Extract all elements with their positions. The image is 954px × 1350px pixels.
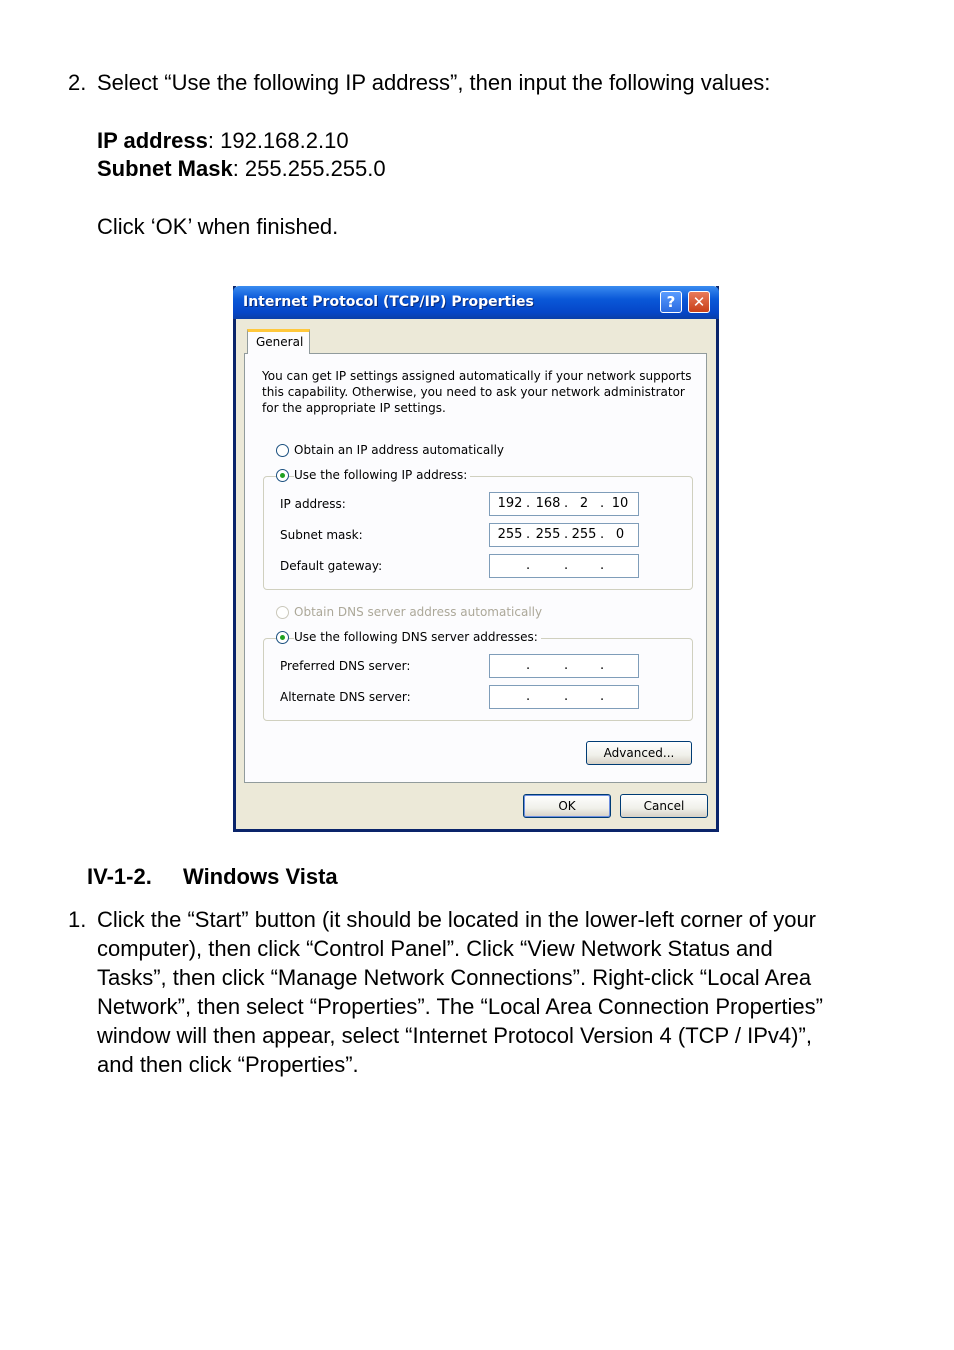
mask-octet-4: 0 [615,527,625,542]
obtain-ip-label: Obtain an IP address automatically [294,443,507,457]
mask-dot-1: . [526,527,531,542]
adns-dot-2: . [564,689,569,704]
ip-octet-3: 2 [579,496,589,511]
gateway-dot-1: . [526,558,531,573]
cancel-button[interactable]: Cancel [620,794,708,818]
subnet-mask-line [97,154,386,183]
pdns-dot-3: . [600,658,605,673]
ip-address-label: IP address [97,128,208,153]
ip-dot-3: . [600,496,605,511]
default-gateway-field[interactable] [489,554,639,578]
ip-dot-1: . [526,496,531,511]
obtain-dns-radio[interactable] [276,606,289,619]
use-dns-radio[interactable] [276,631,289,644]
close-button[interactable]: ✕ [688,291,710,313]
obtain-dns-label: Obtain DNS server address automatically [294,605,545,619]
dialog-title: Internet Protocol (TCP/IP) Properties [243,294,534,310]
use-ip-label: Use the following IP address: [294,468,470,482]
step-instruction: Select “Use the following IP address”, then input the following values: [97,70,771,95]
subnet-mask-value: : 255.255.255.0 [232,156,386,181]
mask-dot-2: . [564,527,569,542]
click-ok-text: Click ‘OK’ when finished. [97,214,339,239]
preferred-dns-label: Preferred DNS server: [280,659,411,673]
tab-general[interactable]: General [247,329,310,354]
section-number: IV-1-2. [87,864,152,889]
mask-octet-3: 255 [571,527,597,542]
pdns-dot-2: . [564,658,569,673]
adns-dot-1: . [526,689,531,704]
preferred-dns-field[interactable] [489,654,639,678]
ip-address-line [97,126,349,155]
help-button[interactable]: ? [660,291,682,313]
subnet-mask-field[interactable] [489,523,639,547]
step1-line-6: and then click “Properties”. [97,1052,359,1077]
step1-line-3: Tasks”, then click “Manage Network Connections”. Right-click “Local Area [97,965,812,990]
alternate-dns-label: Alternate DNS server: [280,690,411,704]
use-dns-label: Use the following DNS server addresses: [294,630,541,644]
ip-address-value: : 192.168.2.10 [207,128,349,153]
default-gateway-label: Default gateway: [280,559,383,573]
use-ip-radio[interactable] [276,469,289,482]
ip-octet-4: 10 [611,496,629,511]
step1-line-1: Click the “Start” button (it should be located in the lower-left corner of your [97,907,817,932]
ip-octet-1: 192 [497,496,523,511]
mask-dot-3: . [600,527,605,542]
dialog-description: You can get IP settings assigned automatically if your network supports this capability. Otherwise, you need to ask your network administrator for the appropriate IP settings. [262,369,692,415]
obtain-ip-radio[interactable] [276,444,289,457]
step1-number: 1. [68,907,87,932]
tcpip-properties-dialog [233,286,719,832]
dialog-titlebar [233,286,719,319]
mask-octet-1: 255 [497,527,523,542]
ip-address-field-label: IP address: [280,497,346,511]
advanced-button[interactable]: Advanced... [586,741,692,765]
step1-line-5: window will then appear, select “Internet Protocol Version 4 (TCP / IPv4)”, [97,1023,812,1048]
subnet-mask-label: Subnet Mask [97,156,233,181]
general-tab-panel [244,353,707,783]
step1-line-2: computer), then click “Control Panel”. Click “View Network Status and [97,936,773,961]
alternate-dns-field[interactable] [489,685,639,709]
gateway-dot-2: . [564,558,569,573]
section-title: Windows Vista [183,864,338,889]
ip-address-field[interactable] [489,492,639,516]
pdns-dot-1: . [526,658,531,673]
step-number: 2. [68,70,87,95]
step1-line-4: Network”, then select “Properties”. The “Local Area Connection Properties” [97,994,823,1019]
gateway-dot-3: . [600,558,605,573]
ip-octet-2: 168 [535,496,561,511]
subnet-mask-field-label: Subnet mask: [280,528,363,542]
ip-dot-2: . [564,496,569,511]
adns-dot-3: . [600,689,605,704]
mask-octet-2: 255 [535,527,561,542]
ok-button[interactable]: OK [523,794,611,818]
